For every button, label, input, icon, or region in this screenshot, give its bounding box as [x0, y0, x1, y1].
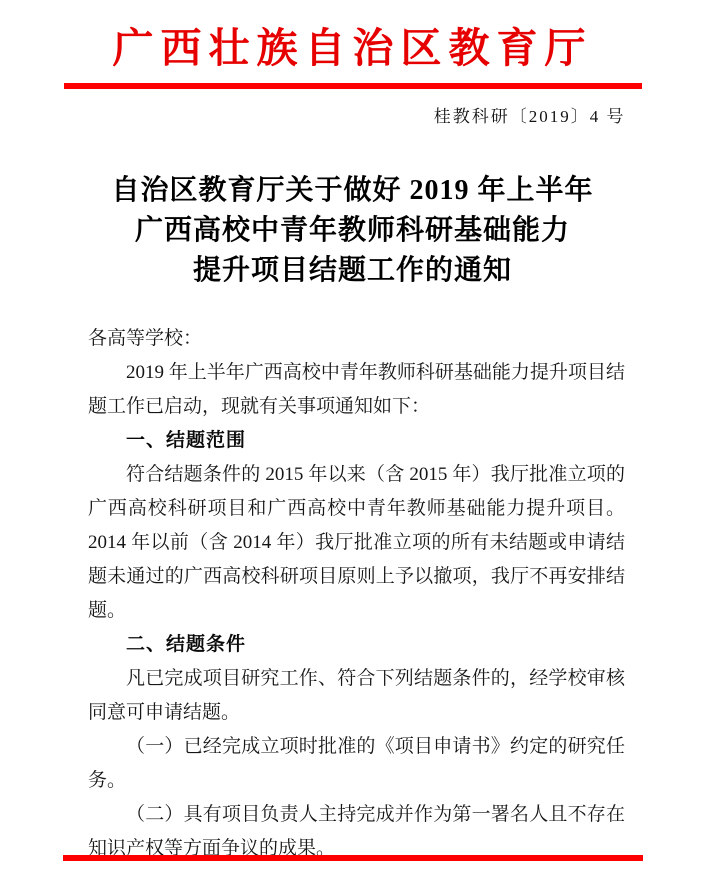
section-heading-2: 二、结题条件	[126, 634, 247, 655]
section-2-paragraph: 凡已完成项目研究工作、符合下列结题条件的，经学校审核同意可申请结题。	[88, 668, 625, 723]
section-heading-1: 一、结题范围	[126, 430, 247, 451]
document-reference-number: 桂教科研〔2019〕4 号	[433, 107, 626, 126]
letterhead-double-rule-bottom	[63, 855, 643, 861]
intro-paragraph: 2019 年上半年广西高校中青年教师科研基础能力提升项目结题工作已启动，现就有关事项通知如下：	[88, 362, 625, 417]
section-1-paragraph: 符合结题条件的 2015 年以来（含 2015 年）我厅批准立项的广西高校科研项目和广西高校中青年教师基础能力提升项目。2014 年以前（含 2014 年）我厅批准立项的所有未结题或申请结题未通过的广西高校科研项目原则上予以撤项，我厅不再安排结题。	[88, 464, 625, 621]
letterhead-double-rule-top	[64, 83, 642, 89]
notice-title-line-1: 自治区教育厅关于做好 2019 年上半年	[111, 175, 594, 206]
notice-title-line-2: 广西高校中青年教师科研基础能力	[134, 215, 570, 246]
notice-body	[88, 322, 625, 866]
salutation: 各高等学校：	[88, 328, 203, 349]
agency-letterhead-title: 广西壮族自治区教育厅	[112, 25, 593, 71]
notice-title-line-3: 提升项目结题工作的通知	[192, 255, 512, 286]
condition-item-2: （二）具有项目负责人主持完成并作为第一署名人且不存在知识产权等方面争议的成果。	[88, 804, 625, 859]
notice-title	[0, 171, 705, 291]
condition-item-1: （一）已经完成立项时批准的《项目申请书》约定的研究任务。	[88, 736, 625, 791]
